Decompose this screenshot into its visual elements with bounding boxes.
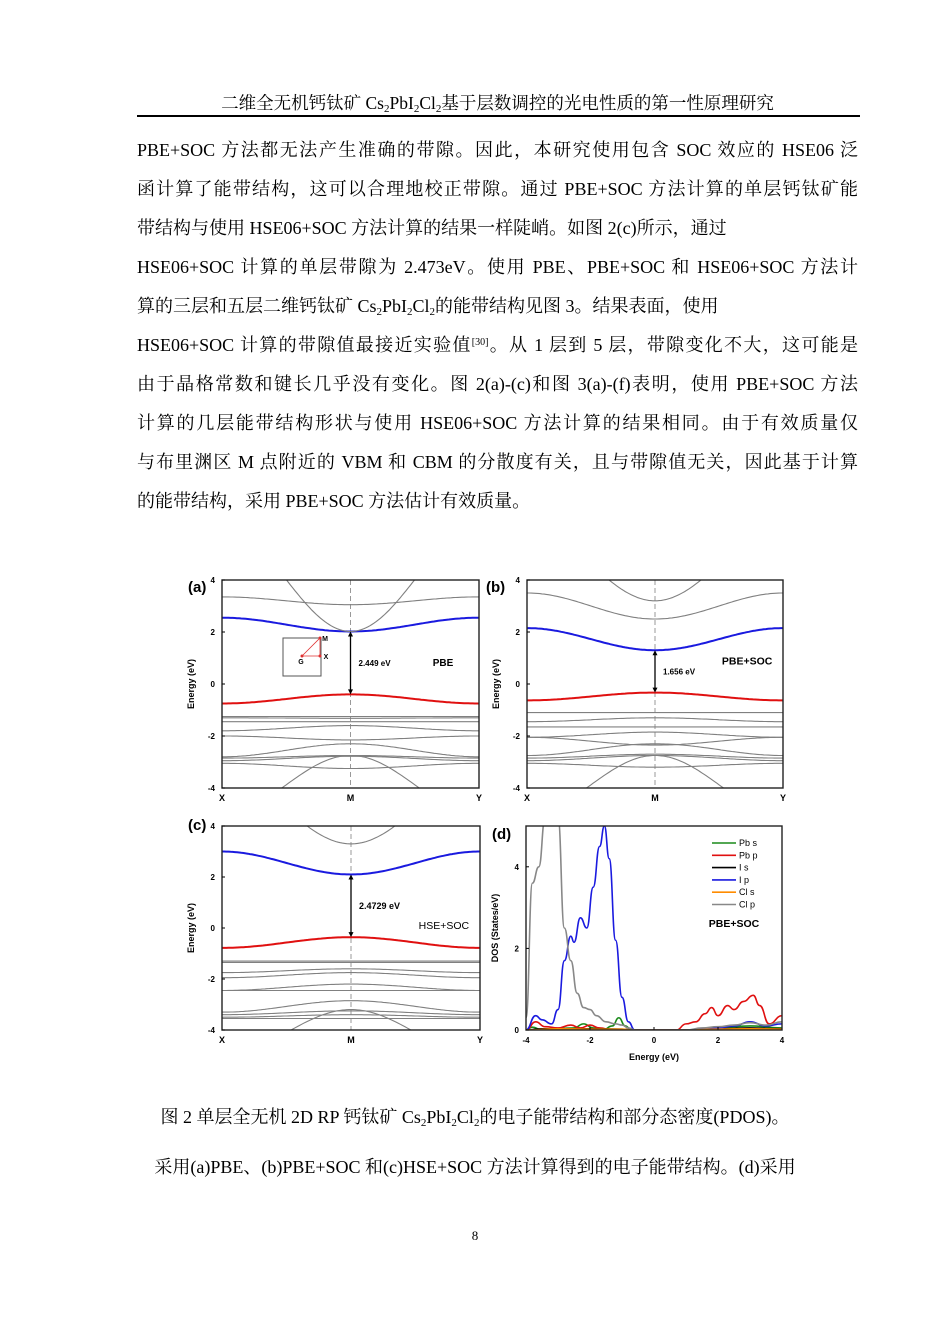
text-run: 的能带结构见图 3。结果表面，使用 [435, 296, 719, 316]
band-line [222, 1015, 480, 1018]
method-label: PBE+SOC [721, 655, 773, 668]
text-run: 计算的几层能带结构形状与使用 HSE06+SOC 方法计算的结果相同。由于有效质量仅 [137, 413, 858, 433]
panel-c [186, 775, 483, 1056]
legend-label: I p [739, 874, 750, 885]
k-label-g: G [298, 659, 304, 666]
x-tick-label: M [347, 1035, 355, 1045]
band-line [222, 718, 479, 719]
text-run: PbI [389, 93, 414, 113]
y-tick-label: 2 [210, 873, 215, 882]
caption-text [161, 1107, 790, 1127]
text-run: 采用(a)PBE、(b)PBE+SOC 和(c)HSE+SOC 方法计算得到的电子能带结构。(d)采用 [154, 1157, 796, 1177]
text-run: Cl [419, 93, 436, 113]
k-point [319, 637, 322, 640]
y-tick-label: -4 [512, 784, 520, 793]
x-tick-label: X [218, 793, 226, 803]
y-tick-label: 2 [210, 628, 215, 637]
caption-text [154, 1157, 795, 1177]
legend-label: Pb s [739, 838, 758, 848]
y-tick-label: 0 [210, 924, 215, 933]
text-run: 与布里渊区 M 点附近的 VBM 和 CBM 的分散度有关，且与带隙值无关，因此基于计算 [137, 452, 858, 472]
x-axis-label: Energy (eV) [628, 1052, 680, 1062]
subscript: 2 [435, 103, 442, 115]
text-run: 的电子能带结构和部分态密度(PDOS)。 [479, 1107, 790, 1127]
panel-label: (d) [492, 826, 512, 843]
legend-label: Cl s [739, 887, 755, 898]
panel-label: (c) [188, 817, 207, 834]
x-tick-label: M [651, 793, 659, 803]
subscript: 2 [451, 1117, 457, 1129]
y-tick-label: 0 [515, 680, 520, 689]
text-run: 由于晶格常数和键长几乎没有变化。图 2(a)-(c)和图 3(a)-(f)表明，使用 PBE+SOC 方法 [137, 374, 858, 394]
text-run: Cl [456, 1107, 474, 1127]
x-tick-label: 0 [651, 1036, 657, 1045]
subscript: 2 [413, 103, 420, 115]
x-tick-label: -2 [586, 1036, 594, 1045]
k-point [301, 655, 304, 658]
text-run: 带结构与使用 HSE06+SOC 方法计算的结果一样陡峭。如图 2(c)所示，通过 [137, 218, 727, 238]
k-label-m: M [322, 636, 328, 643]
y-tick-label: 4 [514, 862, 519, 872]
subscript: 2 [376, 306, 383, 318]
panel-label: (b) [486, 579, 506, 596]
x-tick-label: -4 [522, 1036, 530, 1045]
method-label: HSE+SOC [418, 919, 470, 932]
text-run: 二维全无机钙钛矿 Cs [221, 93, 384, 113]
y-tick-label: 2 [515, 628, 520, 637]
y-tick-label: -4 [207, 784, 215, 793]
y-tick-label: 4 [515, 576, 520, 585]
x-tick-label: Y [476, 1035, 484, 1045]
y-tick-label: -2 [207, 975, 215, 984]
panel-a [186, 528, 482, 814]
y-axis-label: Energy (eV) [491, 658, 501, 710]
text-run: 函计算了能带结构，这可以合理地校正带隙。通过 PBE+SOC 方法计算的单层钙钛矿能 [137, 179, 858, 199]
band-line [222, 775, 483, 844]
y-axis-label: Energy (eV) [186, 902, 196, 954]
y-tick-label: 4 [210, 822, 215, 831]
y-axis-label: Energy (eV) [186, 658, 196, 710]
citation-ref: [30] [471, 337, 489, 348]
legend-label: Pb p [739, 850, 758, 861]
legend-label: Cl p [739, 899, 756, 910]
y-tick-label: 0 [210, 680, 215, 689]
panel-b [486, 528, 786, 814]
text-run: 图 2 单层全无机 2D RP 钙钛矿 Cs [160, 1107, 421, 1127]
x-tick-label: X [523, 793, 531, 803]
method-label: PBE [432, 657, 454, 669]
k-point [319, 655, 322, 658]
subscript: 2 [384, 103, 390, 115]
legend-label: I s [739, 862, 749, 873]
band-gap-label: 1.656 eV [663, 667, 696, 677]
x-tick-label: X [218, 1035, 226, 1045]
band-gap-label: 2.4729 eV [359, 900, 401, 911]
page-number: 8 [471, 1228, 479, 1243]
figure-caption-line-1 [0, 1103, 950, 1129]
x-tick-label: Y [475, 793, 483, 803]
y-tick-label: 0 [514, 1026, 519, 1035]
text-run: PbI [426, 1107, 452, 1127]
panel-d [490, 818, 785, 1062]
y-tick-label: 2 [514, 944, 519, 954]
y-tick-label: 4 [210, 576, 215, 585]
panel-label: (a) [188, 579, 207, 596]
text-run: PbI [382, 296, 408, 316]
text-run: 算的三层和五层二维钙钛矿 Cs [137, 296, 377, 316]
subscript: 2 [420, 1117, 427, 1129]
figure-caption-line-2 [0, 1153, 950, 1179]
subscript: 2 [473, 1117, 480, 1129]
dos-curve-pb-p [526, 995, 782, 1030]
y-tick-label: -2 [512, 732, 520, 741]
text-run: Cl [412, 296, 430, 316]
subscript: 2 [407, 306, 413, 318]
x-tick-label: Y [779, 793, 787, 803]
band-gap-label: 2.449 eV [358, 658, 391, 668]
method-label: PBE+SOC [708, 918, 760, 930]
x-tick-label: 4 [779, 1036, 785, 1045]
text-run: 。从 1 层到 5 层，带隙变化不大，这可能是 [488, 335, 859, 355]
text-run: PBE+SOC 方法都无法产生准确的带隙。因此，本研究使用包含 SOC 效应的 HSE06 泛 [137, 140, 858, 160]
subscript: 2 [429, 306, 436, 318]
y-tick-label: -4 [207, 1026, 215, 1035]
k-path [302, 638, 320, 656]
x-tick-label: M [346, 793, 355, 803]
text-run: 的能带结构，采用 PBE+SOC 方法估计有效质量。 [137, 491, 531, 511]
x-tick-label: 2 [715, 1036, 721, 1045]
text-run: 基于层数调控的光电性质的第一性原理研究 [441, 93, 774, 113]
text-run: HSE06+SOC 计算的单层带隙为 2.473eV。使用 PBE、PBE+SOC 和 HSE06+SOC 方法计 [137, 257, 858, 277]
k-label-x: X [323, 654, 329, 661]
y-tick-label: -2 [207, 732, 215, 741]
text-run: HSE06+SOC 计算的带隙值最接近实验值 [137, 335, 472, 355]
y-axis-label: DOS (States/eV) [490, 893, 500, 963]
